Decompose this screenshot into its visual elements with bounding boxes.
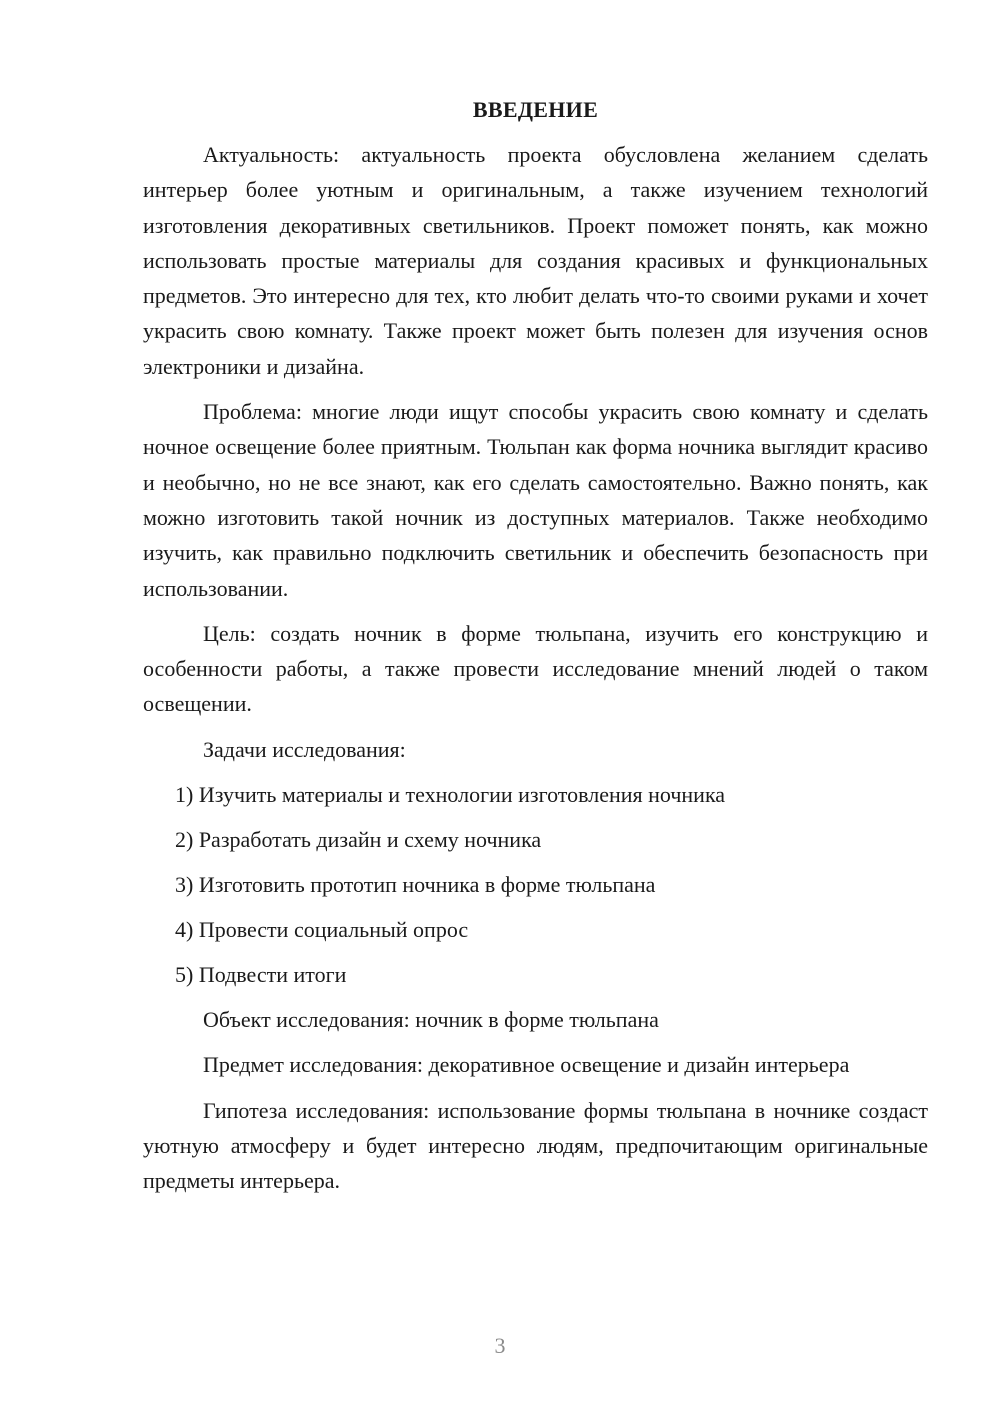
relevance-paragraph: Актуальность: актуальность проекта обусловлена желанием сделать интерьер более уютным и оригинальным, а также изучением технологий изготовления декоративных светильников. Проект поможет понять, как можно использовать простые материалы для создания красивых и функциональных предметов. Это интересно для тех, кто любит делать что-то своими руками и хочет украсить свою комнату. Также проект может быть полезен для изучения основ электроники и дизайна.	[143, 142, 928, 379]
list-item: 3) Изготовить прототип ночника в форме тюльпана	[175, 872, 656, 898]
list-item: 2) Разработать дизайн и схему ночника	[175, 827, 542, 853]
tasks-title: Задачи исследования:	[203, 736, 406, 762]
problem-paragraph: Проблема: многие люди ищут способы украсить свою комнату и сделать ночное освещение более приятным. Тюльпан как форма ночника выглядит красиво и необычно, но не все знают, как его сделать самостоятельно. Важно понять, как можно изготовить такой ночник из доступных материалов. Также необходимо изучить, как правильно подключить светильник и обеспечить безопасность при использовании.	[143, 399, 928, 601]
task-list	[143, 777, 928, 992]
section-heading: ВВЕДЕНИЕ	[472, 97, 599, 122]
object-paragraph: Объект исследования: ночник в форме тюльпана	[203, 1007, 659, 1033]
list-item: 1) Изучить материалы и технологии изготовления ночника	[175, 782, 726, 808]
hypothesis-paragraph: Гипотеза исследования: использование формы тюльпана в ночнике создаст уютную атмосферу и будет интересно людям, предпочитающим оригинальные предметы интерьера.	[143, 1097, 928, 1194]
subject-paragraph: Предмет исследования: декоративное освещение и дизайн интерьера	[203, 1052, 850, 1078]
page-number: 3	[494, 1333, 506, 1358]
document-page	[143, 92, 928, 1209]
list-item: 5) Подвести итоги	[175, 962, 347, 988]
goal-paragraph: Цель: создать ночник в форме тюльпана, изучить его конструкцию и особенности работы, а также провести исследование мнений людей о таком освещении.	[143, 620, 928, 717]
list-item: 4) Провести социальный опрос	[175, 917, 469, 943]
